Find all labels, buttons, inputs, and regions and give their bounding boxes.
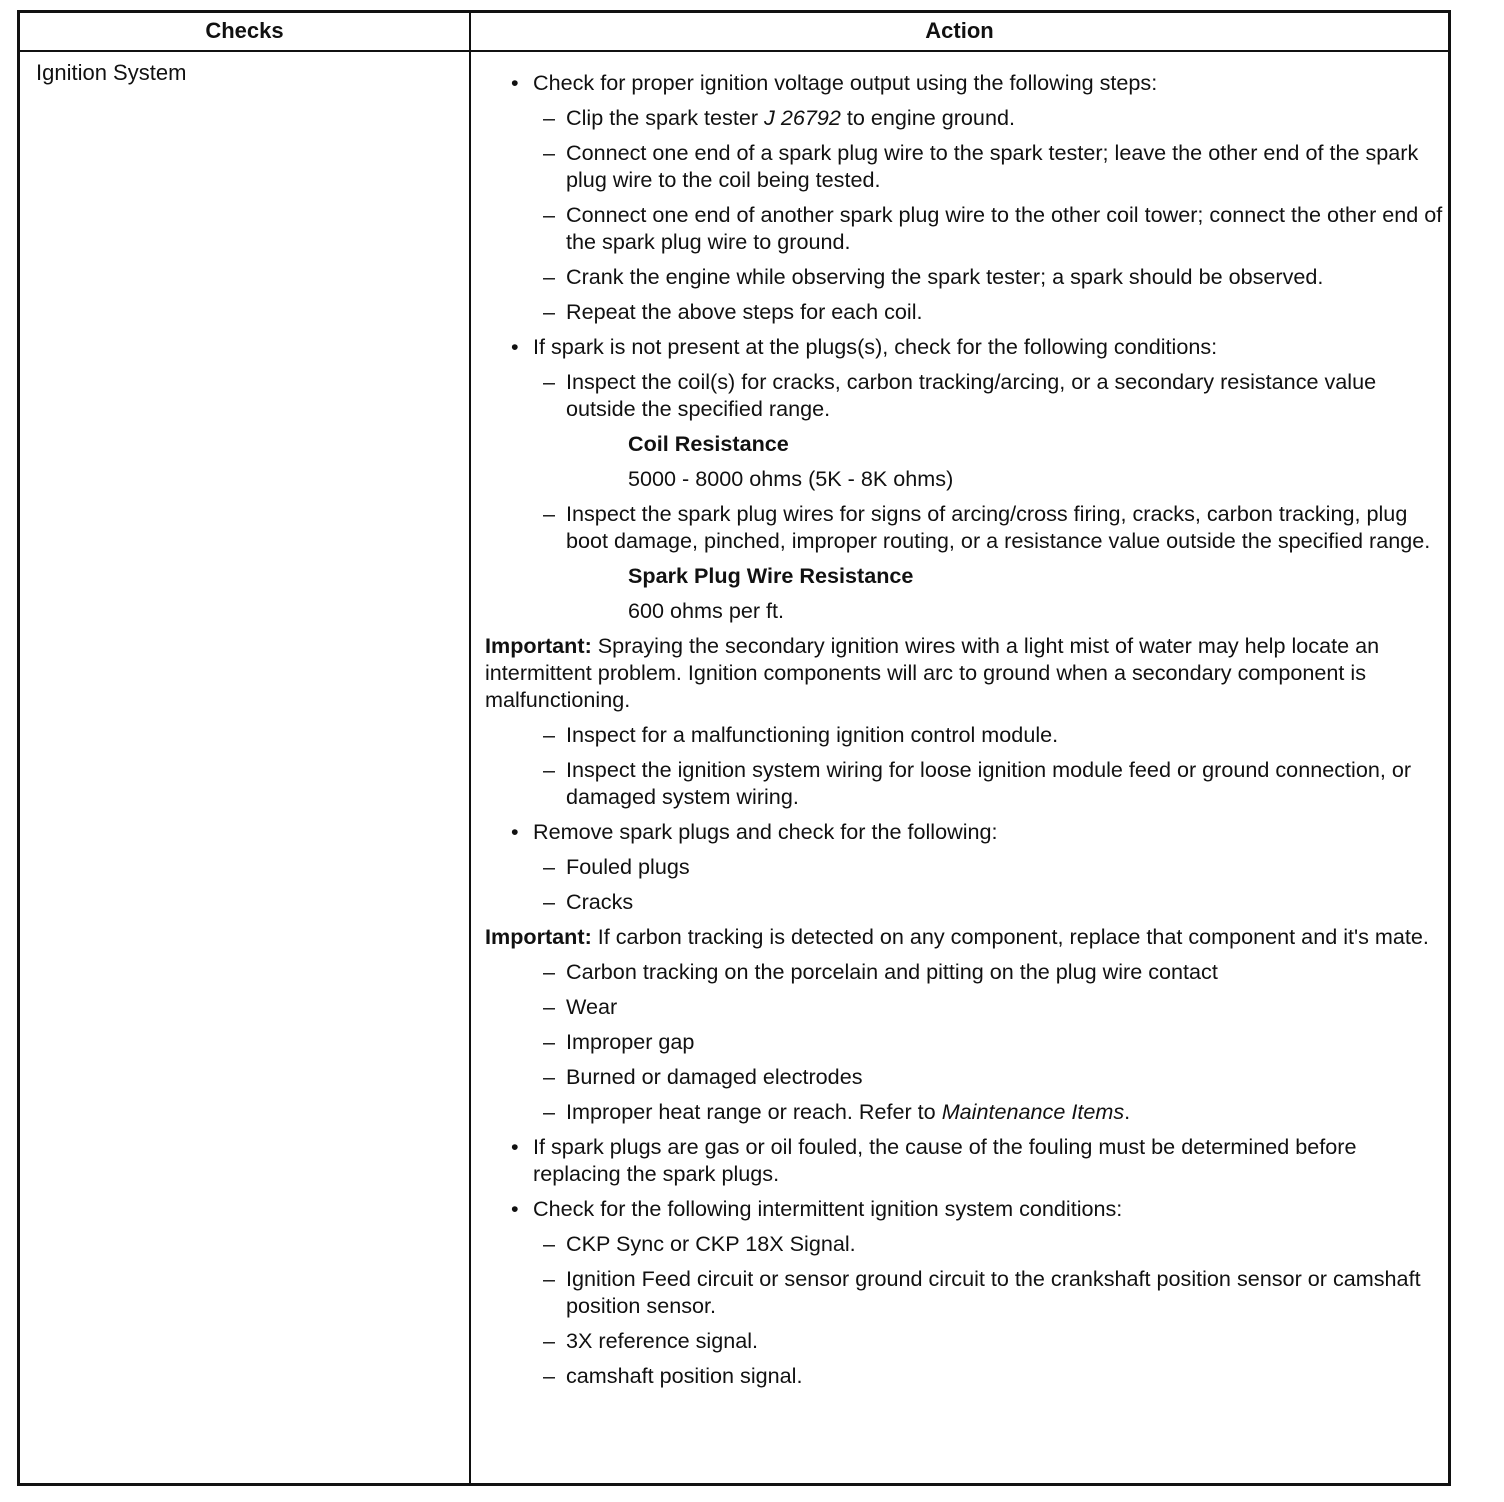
bullet-item: • Remove spark plugs and check for the following: [485,818,1445,845]
dash-item: – Crank the engine while observing the spark tester; a spark should be observed. [485,263,1445,290]
important-note [485,923,1445,950]
dash-item-text: Clip the spark tester [566,105,765,130]
spec-value: 600 ohms per ft. [628,598,785,623]
dash-item: – Connect one end of a spark plug wire to the spark tester; leave the other end of the spark plug wire to the coil being tested. [485,139,1445,193]
dash-item: – Carbon tracking on the porcelain and pitting on the plug wire contact [485,958,1445,985]
note-text: If carbon tracking is detected on any component, replace that component and it's mate. [591,924,1429,949]
dash-item: – Fouled plugs [485,853,1445,880]
manual-reference: Maintenance Items [941,1099,1125,1124]
dash-item: – Inspect the ignition system wiring for loose ignition module feed or ground connection, or damaged system wiring. [485,756,1445,810]
dash-item: – Improper gap [485,1028,1445,1055]
bullet-item: • Check for the following intermittent ignition system conditions: [485,1195,1445,1222]
dash-item: – Connect one end of another spark plug wire to the other coil tower; connect the other end of the spark plug wire to ground. [485,201,1445,255]
bullet-item: • Check for proper ignition voltage output using the following steps: [485,69,1445,96]
note-text: Spraying the secondary ignition wires with a light mist of water may help locate an intermittent problem. Ignition components will arc to ground when a secondary component is malfunctioning. [485,633,1380,712]
important-note [485,632,1445,713]
dash-item: – 3X reference signal. [485,1327,1445,1354]
header-action: Action [925,18,994,43]
header-checks: Checks [205,18,284,43]
dash-item [485,1098,1445,1125]
checks-cell: Ignition System [36,60,187,85]
dash-item: – Inspect the spark plug wires for signs of arcing/cross firing, cracks, carbon tracking, plug boot damage, pinched, improper routing, or a resistance value outside the specified range. [485,500,1445,554]
dash-item: – Repeat the above steps for each coil. [485,298,1445,325]
diagnostic-table [17,10,1451,1486]
dash-item-text: . [1124,1099,1131,1124]
dash-item: – Burned or damaged electrodes [485,1063,1445,1090]
action-cell [485,69,1445,1397]
dash-item [485,104,1445,131]
bullet-item: • If spark is not present at the plugs(s), check for the following conditions: [485,333,1445,360]
important-label: Important: [485,924,592,949]
important-label: Important: [485,633,592,658]
dash-item: – Cracks [485,888,1445,915]
dash-item: – Wear [485,993,1445,1020]
dash-item: – Inspect the coil(s) for cracks, carbon tracking/arcing, or a secondary resistance value outside the specified range. [485,368,1445,422]
bullet-item: • If spark plugs are gas or oil fouled, the cause of the fouling must be determined before replacing the spark plugs. [485,1133,1445,1187]
spec-title: Coil Resistance [628,431,789,456]
spec-value: 5000 - 8000 ohms (5K - 8K ohms) [628,466,954,491]
dash-item: – CKP Sync or CKP 18X Signal. [485,1230,1445,1257]
column-divider [469,13,471,1483]
dash-item-text: Improper heat range or reach. Refer to [566,1099,942,1124]
dash-item: – camshaft position signal. [485,1362,1445,1389]
dash-item-text: to engine ground. [840,105,1015,130]
spec-title: Spark Plug Wire Resistance [628,563,914,588]
tool-reference: J 26792 [764,105,841,130]
dash-item: – Inspect for a malfunctioning ignition control module. [485,721,1445,748]
dash-item: – Ignition Feed circuit or sensor ground circuit to the crankshaft position sensor or camshaft position sensor. [485,1265,1445,1319]
